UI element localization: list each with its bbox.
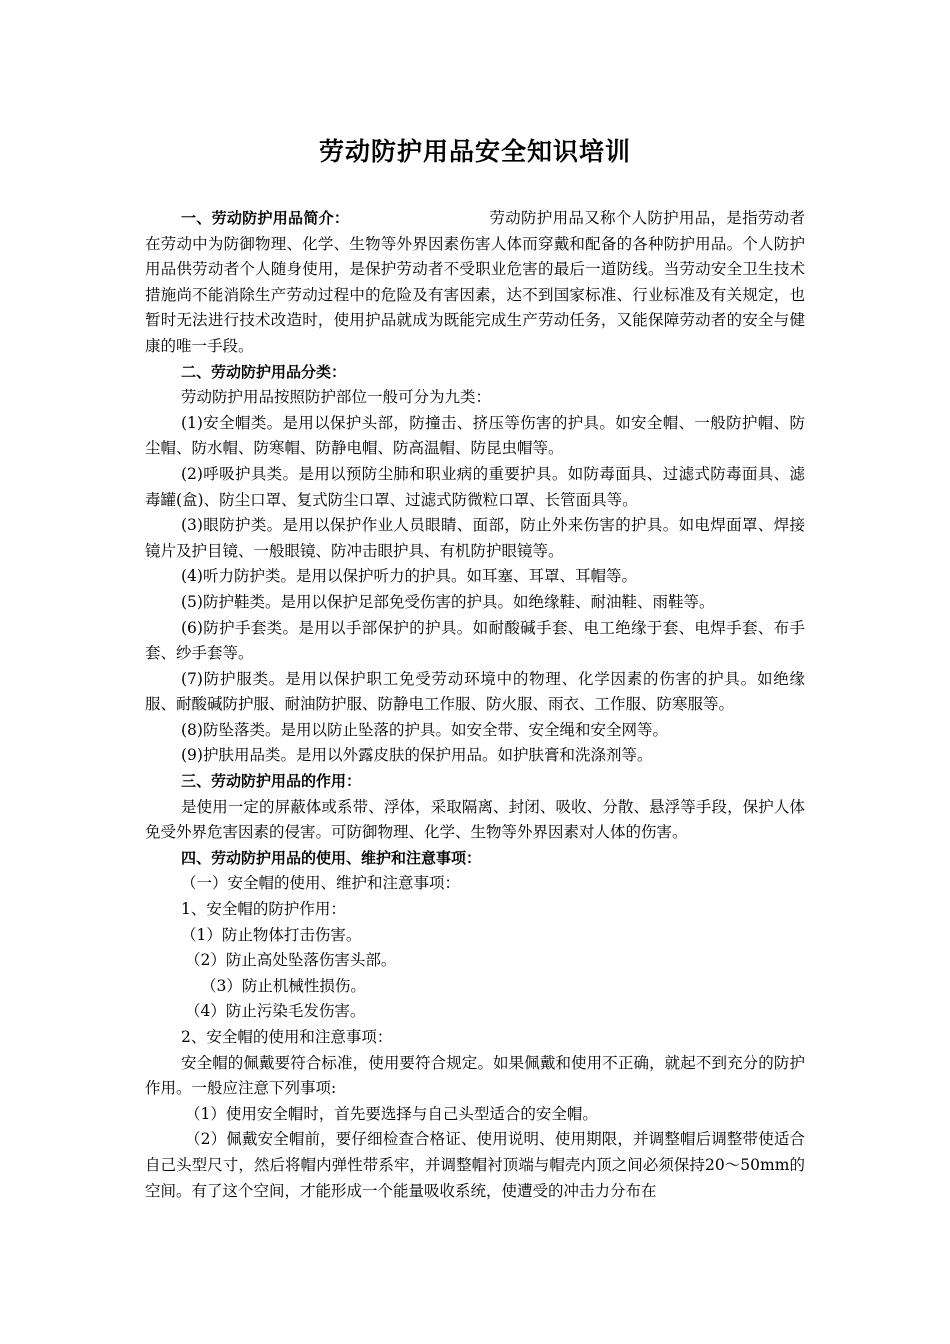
list-item: (1)安全帽类。是用以保护头部，防撞击、挤压等伤害的护具。如安全帽、一般防护帽、防尘帽、防水帽、防寒帽、防静电帽、防高温帽、防昆虫帽等。 [145,413,805,458]
list-item: (9)护肤用品类。是用以外露皮肤的保护用品。如护肤膏和洗涤剂等。 [181,746,653,765]
section-2-heading: 二、劳动防护用品分类： [181,362,347,381]
list-item: (5)防护鞋类。是用以保护足部免受伤害的护具。如绝缘鞋、耐油鞋、雨鞋等。 [181,592,715,611]
point-heading: 1、安全帽的防护作用： [181,900,346,919]
list-item: （2）防止高处坠落伤害头部。 [185,951,397,970]
section-2-intro: 劳动防护用品按照防护部位一般可分为九类： [181,388,492,407]
subsection-heading: （一）安全帽的使用、维护和注意事项： [181,874,461,893]
list-item: （1）防止物体打击伤害。 [181,925,362,944]
section-1-text: 劳动防护用品又称个人防护用品，是指劳动者在劳动中为防御物理、化学、生物等外界因素伤害人体而穿戴和配备的各种防护用品。个人防护用品供劳动者个人随身使用，是保护劳动者不受职业危害的最后一道防线。当劳动安全卫生技术措施尚不能消除生产劳动过程中的危险及有害因素，达不到国家标准、行业标准及有关规定，也暂时无法进行技术改造时，使用护品就成为既能完成生产劳动任务，又能保障劳动者的安全与健康的唯一手段。 [145,209,805,355]
section-3-heading: 三、劳动防护用品的作用： [181,772,362,791]
list-item: (7)防护服类。是用以保护职工免受劳动环境中的物理、化学因素的伤害的护具。如绝缘服、耐酸碱防护服、耐油防护服、防静电工作服、防火服、雨衣、工作服、防寒服等。 [145,669,805,714]
list-item: (6)防护手套类。是用以手部保护的护具。如耐酸碱手套、电工绝缘于套、电焊手套、布手套、纱手套等。 [145,618,805,663]
paragraph: 安全帽的佩戴要符合标准，使用要符合规定。如果佩戴和使用不正确，就起不到充分的防护作用。一般应注意下列事项: [145,1053,805,1098]
list-item: (8)防坠落类。是用以防止坠落的护具。如安全带、安全绳和安全网等。 [181,720,668,739]
section-1-paragraph [145,206,805,360]
section-4-heading: 四、劳动防护用品的使用、维护和注意事项： [181,848,482,867]
list-item: (3)眼防护类。是用以保护作业人员眼睛、面部，防止外来伤害的护具。如电焊面罩、焊接镜片及护目镜、一般眼镜、防冲击眼护具、有机防护眼镜等。 [145,516,805,560]
list-item: (2)呼吸护具类。是用以预防尘肺和职业病的重要护具。如防毒面具、过滤式防毒面具、滤毒罐(盒)、防尘口罩、复式防尘口罩、过滤式防微粒口罩、长管面具等。 [145,464,805,509]
list-item: （1）使用安全帽时，首先要选择与自己头型适合的安全帽。 [185,1104,598,1123]
list-item: （4）防止污染毛发伤害。 [185,1002,366,1021]
section-1-heading: 一、劳动防护用品简介： [181,209,350,227]
list-item: （2）佩戴安全帽前，要仔细检查合格证、使用说明、使用期限，并调整帽后调整带使适合自己头型尺寸，然后将帽内弹性带系牢，并调整帽衬顶端与帽壳内顶之间必须保持20～50mm的空间。有了这个空间，才能形成一个能量吸收系统，使遭受的冲击力分布在 [145,1130,805,1200]
point-heading: 2、安全帽的使用和注意事项： [181,1028,393,1046]
list-item: (4)听力防护类。是用以保护听力的护具。如耳塞、耳罩、耳帽等。 [181,567,637,586]
document-body [145,206,805,1204]
list-item: （3）防止机械性损伤。 [201,976,366,995]
section-3-text: 是使用一定的屏蔽体或系带、浮体，采取隔离、封闭、吸收、分散、悬浮等手段，保护人体免受外界危害因素的侵害。可防御物理、化学、生物等外界因素对人体的伤害。 [145,797,805,842]
document-title: 劳动防护用品安全知识培训 [318,137,631,166]
